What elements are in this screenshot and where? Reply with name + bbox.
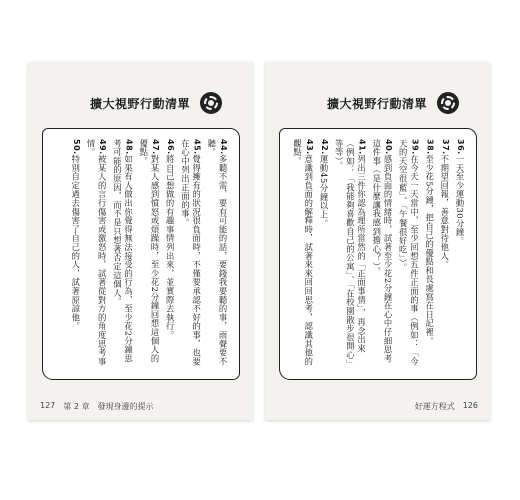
checklist-item — [138, 139, 161, 369]
left-page-header-title: 擴大視野行動清單 — [90, 96, 191, 111]
checklist-item-number: 43. — [304, 139, 314, 155]
checklist-item-number: 49. — [98, 139, 108, 155]
checklist-item — [111, 139, 134, 369]
right-page-header-title: 擴大視野行動清單 — [327, 96, 428, 111]
checklist-item-number: 36. — [456, 139, 465, 155]
checklist-item — [454, 139, 466, 369]
checklist-item — [423, 139, 435, 369]
checklist-item-number: 42. — [319, 139, 329, 155]
checklist-item-number: 48. — [124, 139, 134, 155]
checklist-item-number: 46. — [166, 139, 176, 155]
checklist-item-number: 45. — [192, 139, 202, 155]
checklist-item-text: 被某人的言行傷害或激怒時，試著從對方的角度思考事情。 — [85, 139, 108, 366]
right-page-header — [327, 90, 459, 116]
checklist-item-number: 37. — [440, 139, 450, 155]
right-checklist-text — [290, 139, 466, 369]
checklist-item — [371, 139, 394, 369]
right-page — [265, 62, 490, 420]
checklist-item-number: 39. — [410, 139, 420, 155]
checklist-item-number: 40. — [383, 139, 393, 155]
checklist-item-text: 如果有人做出你覺得無法接受的行為，至少花2分鐘思考可能的原因，而不是只想著否定這個人。 — [112, 139, 134, 363]
checklist-item-text: 覺得擁有的狀況很負面時，不僅要承認不好的事，也要在心中列出正面的事。 — [180, 139, 202, 366]
checklist-item-text: 多聽不需，要有可能的話，要錢我要聽的事，雨聲要不聽。 — [206, 139, 228, 366]
left-page-header — [90, 90, 222, 116]
emblem-icon — [200, 92, 222, 114]
left-checklist-text — [53, 139, 229, 369]
checklist-item-text: 列出三件你認為理所當然的「正面事情」，再念出來（例如：「我能夠喜歡自己的公寓」、「在校園散步很開心」等等）。 — [334, 139, 367, 369]
checklist-item — [439, 139, 451, 369]
checklist-item — [206, 139, 229, 369]
checklist-item — [291, 139, 314, 369]
checklist-item-text: 特別自定過去傷害了自己的人，試著原諒他。 — [70, 154, 81, 331]
checklist-item-number: 41. — [357, 139, 367, 155]
checklist-item-number: 38. — [425, 139, 435, 155]
checklist-item-text: 一天至少運動30分鐘。 — [455, 154, 465, 246]
checklist-item-text: 不期望回報，善意對待他人。 — [439, 154, 450, 270]
right-checklist-panel — [279, 128, 477, 380]
checklist-item-number: 44. — [219, 139, 228, 155]
checklist-item-text: 運動45分鐘以上。 — [318, 154, 329, 228]
left-page-chapter: 第 2 章 發現身邊的提示 — [63, 402, 154, 411]
checklist-item — [318, 139, 330, 369]
checklist-item-text: 將自己想做的有趣事情列出來，並實際去執行。 — [165, 154, 176, 340]
right-page-book-title: 好運方程式 — [414, 402, 455, 411]
checklist-item — [333, 139, 368, 369]
checklist-item — [70, 139, 82, 369]
right-page-footer — [415, 401, 478, 412]
checklist-item — [164, 139, 176, 369]
emblem-icon — [437, 92, 459, 114]
left-page — [28, 62, 253, 420]
checklist-item — [397, 139, 420, 369]
left-checklist-panel — [42, 128, 240, 380]
checklist-item-number: 47. — [150, 139, 160, 155]
left-page-footer — [40, 401, 153, 412]
checklist-item-text: 感到負面的情緒時，試著至少花2分鐘在心中仔細思考這件事（是什麼讓我感到擔心？）。 — [371, 139, 393, 363]
checklist-item-text: 意識到負面的解釋時，試著來來回回思考，認識其他的觀點。 — [292, 139, 314, 366]
right-page-number: 126 — [462, 401, 478, 410]
checklist-item — [85, 139, 108, 369]
left-page-number: 127 — [40, 401, 56, 410]
checklist-item — [179, 139, 202, 369]
checklist-item-text: 至少花5分鐘，把自己的優點和長處寫在日記裡。 — [424, 154, 435, 346]
checklist-item-number: 50. — [71, 139, 81, 155]
checklist-item-text: 在今天一天當中，至少回想五件正面的事（例如：「今天的天空很藍」、「午餐很好吃」）。 — [398, 139, 420, 366]
checklist-item-text: 對某人感到憤怒或煩躁時，至少花2分鐘回想這個人的優點。 — [138, 139, 160, 363]
